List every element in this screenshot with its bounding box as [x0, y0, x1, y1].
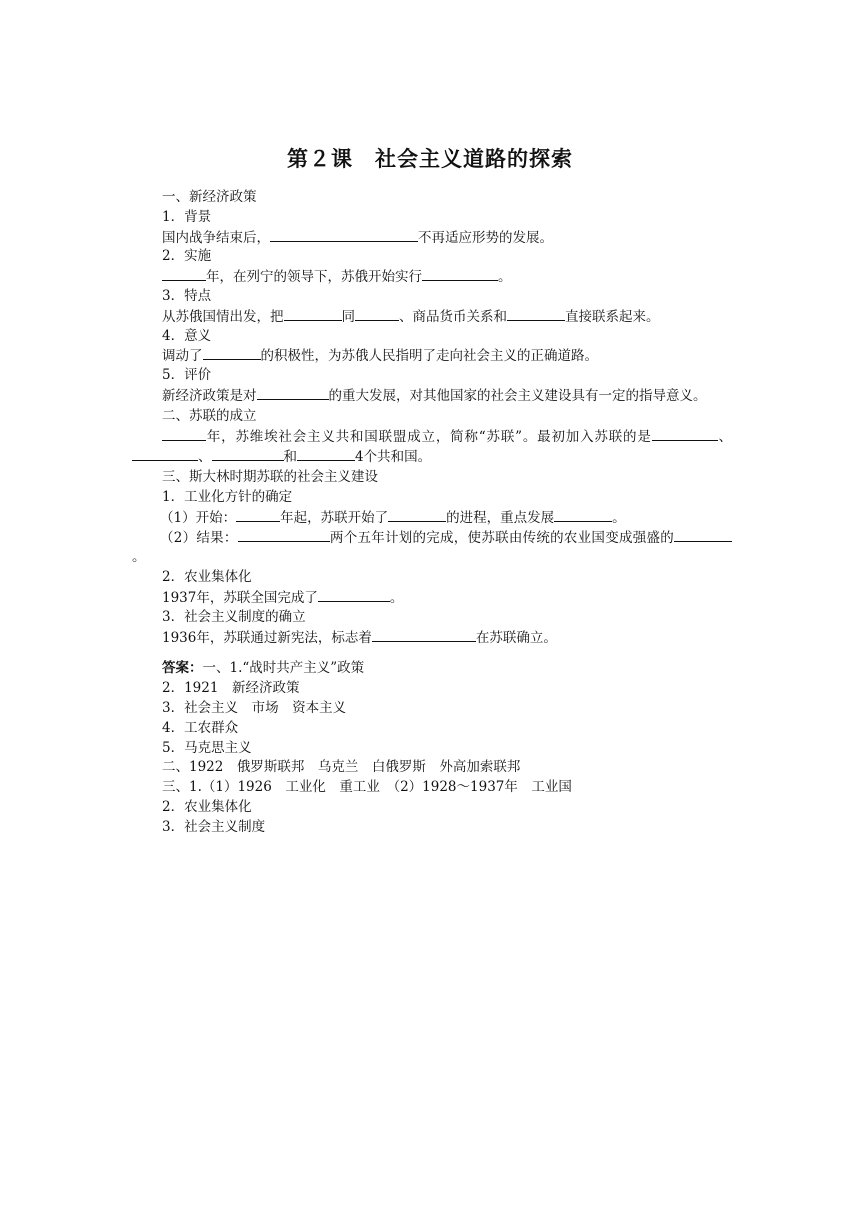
question-text: （1）开始： [160, 509, 237, 526]
item-heading: 2．实施 [162, 248, 212, 265]
question-text: 不再适应形势的发展。 [418, 229, 553, 246]
question-text: 年，在列宁的领导下，苏俄开始实行 [206, 269, 422, 286]
question-text: 。 [612, 509, 626, 526]
answer-blank[interactable] [212, 447, 284, 461]
answer-line: 5．马克思主义 [162, 739, 252, 756]
question-text: 。 [498, 269, 512, 286]
question-text: 、 [717, 428, 733, 445]
question-text: 年，苏维埃社会主义共和国联盟成立，简称“苏联”。最初加入苏联的是 [206, 428, 652, 445]
answer-blank[interactable] [257, 386, 329, 400]
answer-line: 三、1.（1）1926 工业化 重工业 （2）1928～1937年 工业国 [162, 779, 572, 796]
item-heading: 1．工业化方针的确定 [162, 488, 293, 505]
question-text: 调动了 [162, 348, 203, 365]
answer-blank[interactable] [674, 528, 732, 542]
answer-line: 4．工农群众 [162, 719, 239, 736]
item-heading: 3．社会主义制度的确立 [162, 608, 306, 625]
item-heading: 1．背景 [162, 208, 212, 225]
question-text: 的进程，重点发展 [446, 509, 555, 526]
question-text: 4个共和国。 [355, 449, 432, 466]
item-heading: 4．意义 [162, 327, 212, 344]
question-text: 直接联系起来。 [565, 308, 660, 325]
question-text: 的积极性，为苏俄人民指明了走向社会主义的正确道路。 [260, 348, 598, 365]
question-line [132, 628, 732, 648]
question-text: 、商品货币关系和 [399, 308, 507, 325]
question-text: 。 [389, 589, 404, 606]
answer-blank[interactable] [507, 307, 565, 321]
question-line [132, 588, 732, 608]
question-line [132, 528, 732, 569]
answer-blank[interactable] [203, 346, 261, 360]
worksheet-content [132, 188, 732, 838]
question-line [132, 307, 732, 327]
page-title: 第２课 社会主义道路的探索 [287, 147, 573, 171]
question-text: 从苏俄国情出发，把 [162, 308, 284, 325]
item-heading: 3．特点 [162, 287, 212, 304]
question-text: 。 [132, 549, 146, 566]
question-text: 同 [341, 308, 355, 325]
question-text: 的重大发展，对其他国家的社会主义建设具有一定的指导意义。 [328, 387, 707, 404]
answer-blank[interactable] [652, 427, 718, 441]
answer-line: 2．1921 新经济政策 [162, 680, 300, 697]
spacer [132, 647, 732, 659]
answer-blank[interactable] [318, 588, 390, 602]
answer-blank[interactable] [162, 267, 206, 281]
question-text: 1937年，苏联全国完成了 [162, 589, 318, 606]
answer-line: 2．农业集体化 [162, 798, 252, 815]
answer-blank[interactable] [238, 528, 330, 542]
question-text: 1936年，苏联通过新宪法，标志着 [162, 629, 372, 646]
answer-blank[interactable] [132, 447, 198, 461]
answer-blank[interactable] [372, 628, 476, 642]
question-line [132, 267, 732, 287]
answer-blank[interactable] [355, 307, 399, 321]
question-text: （2）结果： [160, 529, 238, 546]
section-heading-2: 二、苏联的成立 [162, 407, 257, 424]
answer-text: 一、1.“战时共产主义”政策 [202, 660, 365, 677]
question-text: 在苏联确立。 [475, 629, 557, 646]
question-line [132, 228, 732, 248]
item-heading: 5．评价 [162, 367, 212, 384]
question-text: 和 [283, 449, 297, 466]
question-text: 、 [198, 449, 212, 466]
section-heading-1: 一、新经济政策 [162, 189, 257, 205]
section-heading-3: 三、斯大林时期苏联的社会主义建设 [162, 469, 378, 486]
answer-blank[interactable] [554, 508, 612, 522]
question-line [132, 427, 732, 469]
answer-line: 3．社会主义 市场 资本主义 [162, 699, 347, 716]
question-line [132, 386, 732, 407]
question-text: 两个五年计划的完成，使苏联由传统的农业国变成强盛的 [329, 529, 675, 546]
question-text: 国内战争结束后， [162, 229, 270, 246]
answer-line [132, 659, 732, 679]
answer-blank[interactable] [388, 508, 446, 522]
answer-blank[interactable] [236, 508, 280, 522]
question-line [132, 346, 732, 366]
question-text: 年起，苏联开始了 [280, 509, 389, 526]
answers-label: 答案： [162, 660, 203, 677]
answer-line: 二、1922 俄罗斯联邦 乌克兰 白俄罗斯 外高加索联邦 [162, 759, 521, 776]
question-line [132, 508, 732, 528]
item-heading: 2．农业集体化 [162, 569, 252, 586]
answer-blank[interactable] [162, 427, 206, 441]
answer-blank[interactable] [284, 307, 342, 321]
answer-blank[interactable] [270, 228, 418, 242]
answer-blank[interactable] [297, 447, 355, 461]
answer-blank[interactable] [422, 267, 498, 281]
question-text: 新经济政策是对 [162, 387, 257, 404]
answer-line: 3．社会主义制度 [162, 818, 266, 835]
